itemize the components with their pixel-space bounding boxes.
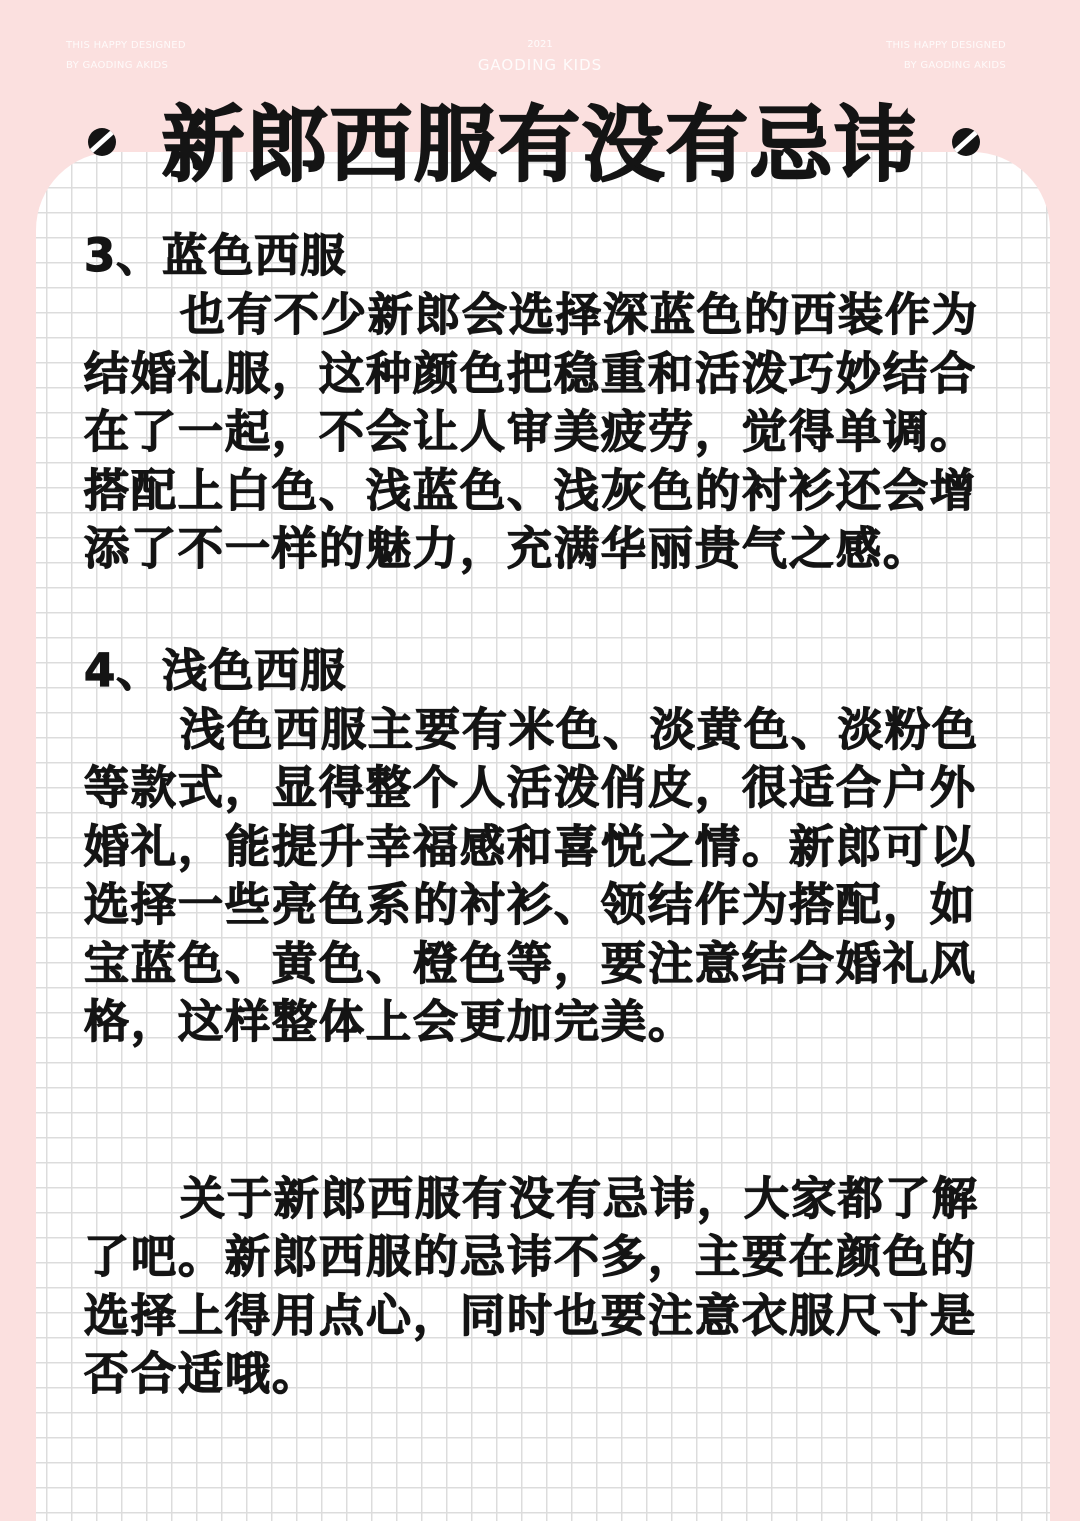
page-title: 新郎西服有没有忌讳: [161, 98, 918, 193]
header-note-right-line1: THIS HAPPY DESIGNED: [886, 40, 1006, 51]
header-year: 2021: [527, 39, 553, 50]
section-spacer: [84, 1052, 1004, 1170]
section-light-suit: [84, 641, 1004, 1052]
header-note-right-line2: BY GAODING AKIDS: [903, 60, 1006, 71]
section-blue-suit: [84, 226, 1004, 579]
header-note-left-line1: THIS HAPPY DESIGNED: [66, 40, 186, 51]
header-brand-name: GAODING KIDS: [477, 56, 603, 74]
section-body: 浅色西服主要有米色、淡黄色、淡粉色等款式，显得整个人活泼俏皮，很适合户外婚礼，能提升幸福感和喜悦之情。新郎可以选择一些亮色系的衬衫、领结作为搭配，如宝蓝色、黄色、橙色等，要注意结合婚礼风格，这样整体上会更加完美。: [84, 702, 980, 1048]
article-content: [84, 226, 1004, 1404]
conclusion-paragraph: 关于新郎西服有没有忌讳，大家都了解了吧。新郎西服的忌讳不多，主要在颜色的选择上得用点心，同时也要注意衣服尺寸是否合适哦。: [84, 1171, 980, 1400]
section-heading: 4、浅色西服: [84, 643, 347, 697]
section-body: 也有不少新郎会选择深蓝色的西装作为结婚礼服，这种颜色把稳重和活泼巧妙结合在了一起，不会让人审美疲劳，觉得单调。搭配上白色、浅蓝色、浅灰色的衬衫还会增添了不一样的魅力，充满华丽贵气之感。: [84, 288, 980, 575]
header-note-left-line2: BY GAODING AKIDS: [66, 60, 169, 71]
header-note-right: [886, 36, 1006, 76]
section-spacer: [84, 579, 1004, 641]
section-heading: 3、蓝色西服: [84, 229, 347, 282]
